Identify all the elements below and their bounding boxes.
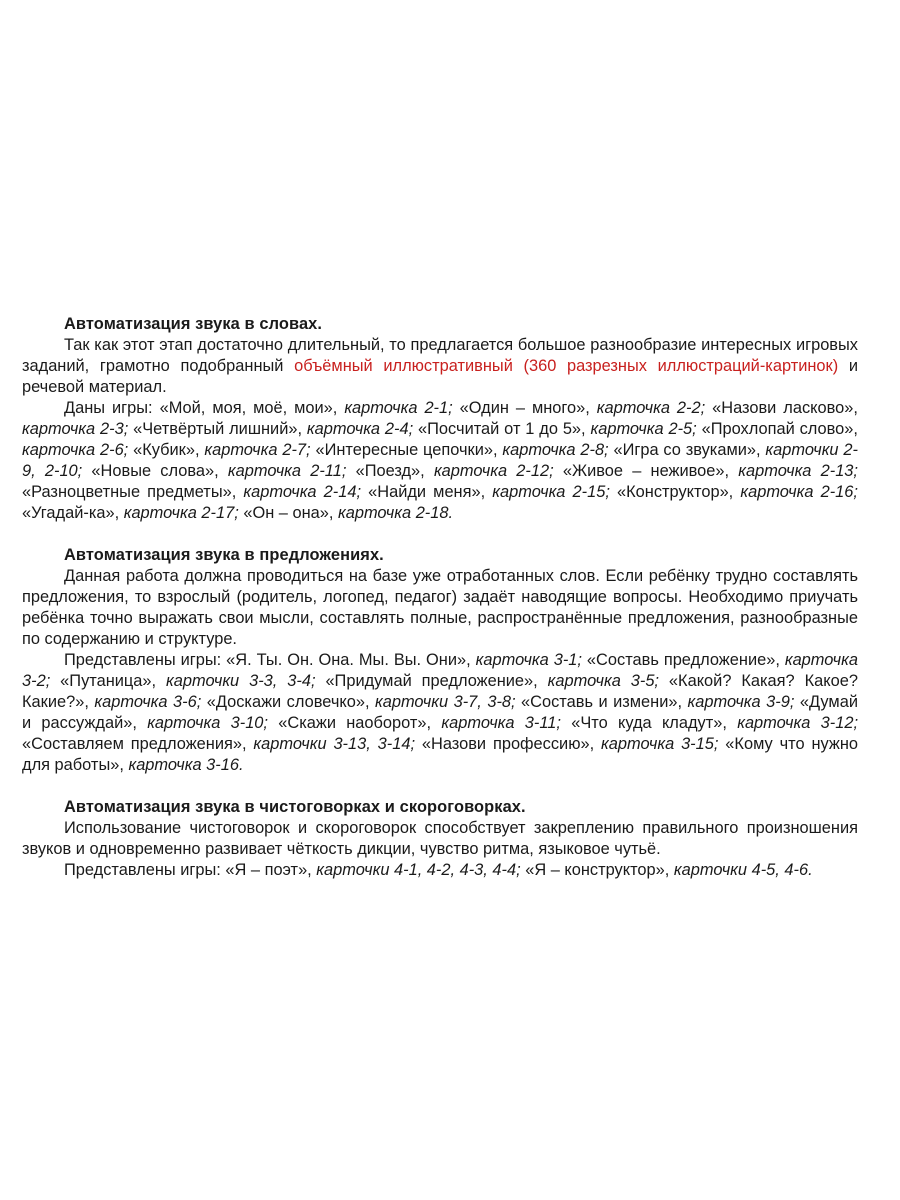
game-name: «Разноцветные предметы», <box>22 483 244 501</box>
game-name: «Кому что нужно для работы», <box>22 735 859 774</box>
card-reference: карточка 3-2; <box>22 651 858 690</box>
card-reference: карточки 4-5, 4-6. <box>673 861 813 879</box>
card-reference: карточки 3-7, 3-8; <box>374 693 516 711</box>
intro-text: Так как этот этап достаточно длительный, то предлагается большое разнообразие интересных игровых заданий, грамотно подобранный <box>22 336 858 375</box>
card-reference: карточка 2-2; <box>596 399 706 417</box>
game-name: «Составь предложение», <box>581 651 785 669</box>
section-heading: Автоматизация звука в словах. <box>64 315 323 333</box>
game-name: «Я – конструктор», <box>520 861 674 879</box>
section-sentences <box>22 545 858 776</box>
highlight-text: объёмный иллюстративный (360 разрезных иллюстраций-картинок) <box>294 357 839 375</box>
section-heading: Автоматизация звука в чистоговорках и скороговорках. <box>64 798 526 816</box>
game-name: «Он – она», <box>238 504 338 522</box>
game-name: «Один – много», <box>452 399 597 417</box>
game-name: «Доскажи словечко», <box>201 693 375 711</box>
card-reference: карточки 3-13, 3-14; <box>253 735 416 753</box>
game-name: «Конструктор», <box>609 483 741 501</box>
game-name: «Придумай предложение», <box>315 672 548 690</box>
section-tongue-twisters <box>22 797 858 881</box>
game-name: «Что куда кладут», <box>560 714 738 732</box>
card-reference: карточка 2-18. <box>337 504 454 522</box>
game-name: «Четвёртый лишний», <box>128 420 307 438</box>
game-name: «Я – поэт», <box>225 861 317 879</box>
card-reference: карточка 2-14; <box>243 483 362 501</box>
game-name: «Назови ласково», <box>705 399 858 417</box>
card-reference: карточка 2-11; <box>227 462 347 480</box>
card-reference: карточка 2-4; <box>306 420 414 438</box>
section-words <box>22 314 858 524</box>
card-reference: карточка 2-3; <box>22 420 129 438</box>
game-name: «Поезд», <box>346 462 434 480</box>
card-reference: карточка 2-13; <box>738 462 858 480</box>
game-name: «Составляем предложения», <box>22 735 254 753</box>
card-reference: карточка 2-15; <box>492 483 610 501</box>
intro-text-tail: и речевой материал. <box>22 357 858 396</box>
games-lead: Представлены игры: <box>64 651 227 669</box>
intro-paragraph: Данная работа должна проводиться на базе уже отработанных слов. Если ребёнку трудно составлять предложения, то взрослый (родитель, логопед, педагог) задаёт наводящие вопросы. Необходимо приучать ребёнка точно выражать свои мысли, составлять полные, распространённые предложения, разнообразные по содержанию и структуре. <box>22 567 858 648</box>
card-reference: карточка 2-5; <box>590 420 697 438</box>
games-lead: Даны игры: <box>64 399 160 417</box>
card-reference: карточка 3-6; <box>94 693 202 711</box>
section-heading: Автоматизация звука в предложениях. <box>64 546 384 564</box>
game-name: «Путаница», <box>50 672 167 690</box>
card-reference: карточки 2-9, 2-10; <box>22 441 858 480</box>
card-reference: карточка 2-17; <box>123 504 239 522</box>
game-name: «Посчитай от 1 до 5», <box>413 420 591 438</box>
game-name: «Я. Ты. Он. Она. Мы. Вы. Они», <box>226 651 476 669</box>
card-reference: карточка 2-16; <box>740 483 858 501</box>
game-name: «Прохлопай слово», <box>696 420 858 438</box>
game-name: «Угадай-ка», <box>22 504 124 522</box>
game-name: «Кубик», <box>128 441 205 459</box>
game-name: «Найди меня», <box>361 483 493 501</box>
game-name: «Назови профессию», <box>415 735 602 753</box>
card-reference: карточка 2-12; <box>433 462 554 480</box>
intro-paragraph: Использование чистоговорок и скороговорок способствует закреплению правильного произношения звуков и одновременно развивает чёткость дикции, чувство ритма, языковое чутьё. <box>22 819 858 858</box>
card-reference: карточка 2-1; <box>344 399 453 417</box>
intro-paragraph <box>22 335 858 398</box>
game-name: «Составь и измени», <box>515 693 688 711</box>
card-reference: карточка 2-6; <box>22 441 129 459</box>
card-reference: карточка 3-10; <box>147 714 268 732</box>
game-name: «Новые слова», <box>82 462 228 480</box>
card-reference: карточка 3-11; <box>441 714 561 732</box>
game-name: «Живое – неживое», <box>553 462 739 480</box>
document-page <box>22 314 858 881</box>
game-name: «Какой? Какая? Какое? Какие?», <box>22 672 858 711</box>
card-reference: карточка 2-8; <box>502 441 609 459</box>
card-reference: карточка 2-7; <box>204 441 311 459</box>
game-name: «Интересные цепочки», <box>310 441 503 459</box>
card-reference: карточка 3-12; <box>737 714 858 732</box>
card-reference: карточка 3-15; <box>601 735 719 753</box>
card-reference: карточки 4-1, 4-2, 4-3, 4-4; <box>316 861 521 879</box>
games-paragraph <box>22 398 858 524</box>
game-name: «Мой, моя, моё, мои», <box>159 399 345 417</box>
games-paragraph <box>22 650 858 776</box>
card-reference: карточка 3-16. <box>128 756 244 774</box>
card-reference: карточка 3-1; <box>475 651 582 669</box>
card-reference: карточка 3-9; <box>687 693 795 711</box>
game-name: «Думай и рассуждай», <box>22 693 858 732</box>
card-reference: карточка 3-5; <box>547 672 659 690</box>
games-paragraph <box>22 860 858 881</box>
game-name: «Игра со звуками», <box>608 441 766 459</box>
card-reference: карточки 3-3, 3-4; <box>166 672 316 690</box>
game-name: «Скажи наоборот», <box>267 714 442 732</box>
games-lead: Представлены игры: <box>64 861 226 879</box>
